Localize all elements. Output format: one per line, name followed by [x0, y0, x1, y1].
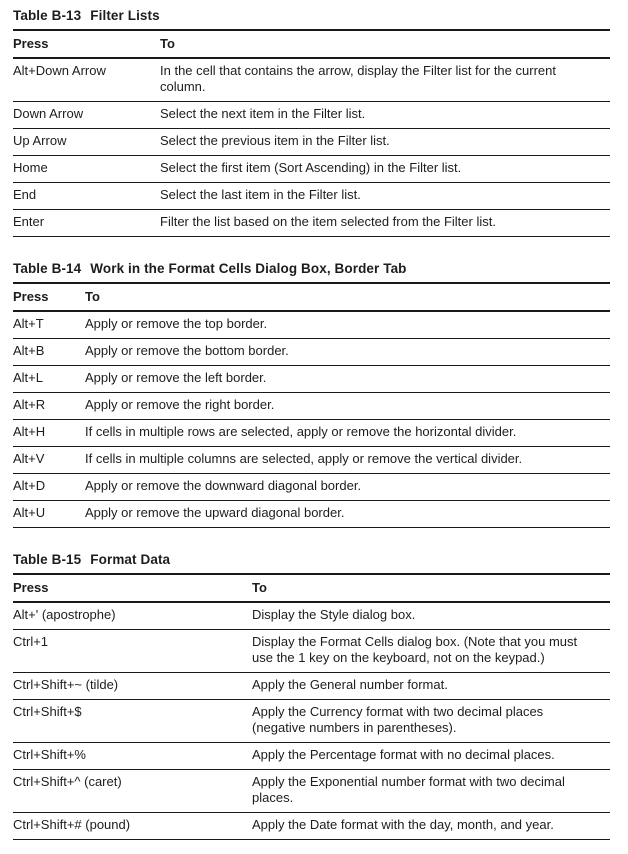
shortcut-key: Ctrl+Shift+$ — [13, 700, 252, 743]
shortcut-key: Down Arrow — [13, 102, 160, 129]
table-caption: Filter Lists — [90, 8, 160, 23]
shortcut-description: If cells in multiple columns are selected, apply or remove the vertical divider. — [85, 447, 610, 474]
column-header-to: To — [252, 574, 610, 602]
shortcut-description: Apply the Exponential number format with two decimal places. — [252, 770, 610, 813]
table-row — [13, 447, 610, 474]
shortcut-key: End — [13, 183, 160, 210]
shortcut-key: Alt+R — [13, 393, 85, 420]
table-row — [13, 474, 610, 501]
table-row — [13, 311, 610, 339]
shortcut-table — [13, 573, 610, 840]
table-b15-format-data — [13, 551, 610, 840]
shortcut-description: Apply or remove the downward diagonal border. — [85, 474, 610, 501]
column-header-press: Press — [13, 283, 85, 311]
shortcut-description: Filter the list based on the item selected from the Filter list. — [160, 210, 610, 237]
shortcut-description: Apply or remove the bottom border. — [85, 339, 610, 366]
shortcut-description: Select the last item in the Filter list. — [160, 183, 610, 210]
table-caption: Format Data — [90, 552, 171, 567]
column-header-to: To — [85, 283, 610, 311]
table-row — [13, 129, 610, 156]
shortcut-description: Apply the Percentage format with no decimal places. — [252, 743, 610, 770]
table-row — [13, 58, 610, 102]
shortcut-key: Enter — [13, 210, 160, 237]
shortcut-description: Apply or remove the right border. — [85, 393, 610, 420]
table-row — [13, 102, 610, 129]
shortcut-description: Display the Format Cells dialog box. (Note that you must use the 1 key on the keyboard, not on the keypad.) — [252, 630, 610, 673]
shortcut-key: Alt+L — [13, 366, 85, 393]
table-row — [13, 210, 610, 237]
shortcut-description: Apply or remove the upward diagonal border. — [85, 501, 610, 528]
shortcut-key: Ctrl+Shift+^ (caret) — [13, 770, 252, 813]
table-row — [13, 156, 610, 183]
shortcut-key: Up Arrow — [13, 129, 160, 156]
shortcut-description: If cells in multiple rows are selected, apply or remove the horizontal divider. — [85, 420, 610, 447]
shortcut-key: Ctrl+Shift+~ (tilde) — [13, 673, 252, 700]
table-row — [13, 743, 610, 770]
shortcut-key: Home — [13, 156, 160, 183]
shortcut-description: Apply or remove the left border. — [85, 366, 610, 393]
table-row — [13, 501, 610, 528]
table-b14-border-tab — [13, 260, 610, 528]
shortcut-key: Ctrl+1 — [13, 630, 252, 673]
column-header-press: Press — [13, 30, 160, 58]
table-row — [13, 393, 610, 420]
table-row — [13, 673, 610, 700]
shortcut-key: Alt+H — [13, 420, 85, 447]
header-row — [13, 30, 610, 58]
table-row — [13, 339, 610, 366]
shortcut-description: Apply the General number format. — [252, 673, 610, 700]
table-row — [13, 770, 610, 813]
shortcut-key: Ctrl+Shift+% — [13, 743, 252, 770]
shortcut-description: Display the Style dialog box. — [252, 602, 610, 630]
shortcut-description: Apply the Currency format with two decimal places (negative numbers in parentheses). — [252, 700, 610, 743]
shortcut-key: Alt+V — [13, 447, 85, 474]
table-row — [13, 813, 610, 840]
shortcut-description: Apply the Date format with the day, month, and year. — [252, 813, 610, 840]
shortcut-key: Alt+Down Arrow — [13, 58, 160, 102]
shortcut-table — [13, 29, 610, 237]
table-caption: Work in the Format Cells Dialog Box, Border Tab — [90, 261, 407, 276]
table-number-label: Table B-13 — [13, 8, 82, 23]
table-b13-filter-lists — [13, 7, 610, 237]
column-header-press: Press — [13, 574, 252, 602]
shortcut-description: In the cell that contains the arrow, display the Filter list for the current column. — [160, 58, 610, 102]
table-title — [13, 260, 610, 277]
shortcut-key: Alt+' (apostrophe) — [13, 602, 252, 630]
table-row — [13, 420, 610, 447]
shortcut-description: Select the previous item in the Filter list. — [160, 129, 610, 156]
shortcut-key: Alt+B — [13, 339, 85, 366]
shortcut-key: Ctrl+Shift+# (pound) — [13, 813, 252, 840]
table-number-label: Table B-15 — [13, 552, 82, 567]
column-header-to: To — [160, 30, 610, 58]
shortcut-key: Alt+U — [13, 501, 85, 528]
shortcut-description: Apply or remove the top border. — [85, 311, 610, 339]
shortcut-key: Alt+T — [13, 311, 85, 339]
table-row — [13, 366, 610, 393]
table-row — [13, 602, 610, 630]
table-title — [13, 7, 610, 24]
header-row — [13, 283, 610, 311]
shortcut-table — [13, 282, 610, 528]
shortcut-description: Select the first item (Sort Ascending) in the Filter list. — [160, 156, 610, 183]
shortcut-description: Select the next item in the Filter list. — [160, 102, 610, 129]
table-title — [13, 551, 610, 568]
table-row — [13, 700, 610, 743]
header-row — [13, 574, 610, 602]
shortcut-key: Alt+D — [13, 474, 85, 501]
table-number-label: Table B-14 — [13, 261, 82, 276]
table-row — [13, 183, 610, 210]
table-row — [13, 630, 610, 673]
